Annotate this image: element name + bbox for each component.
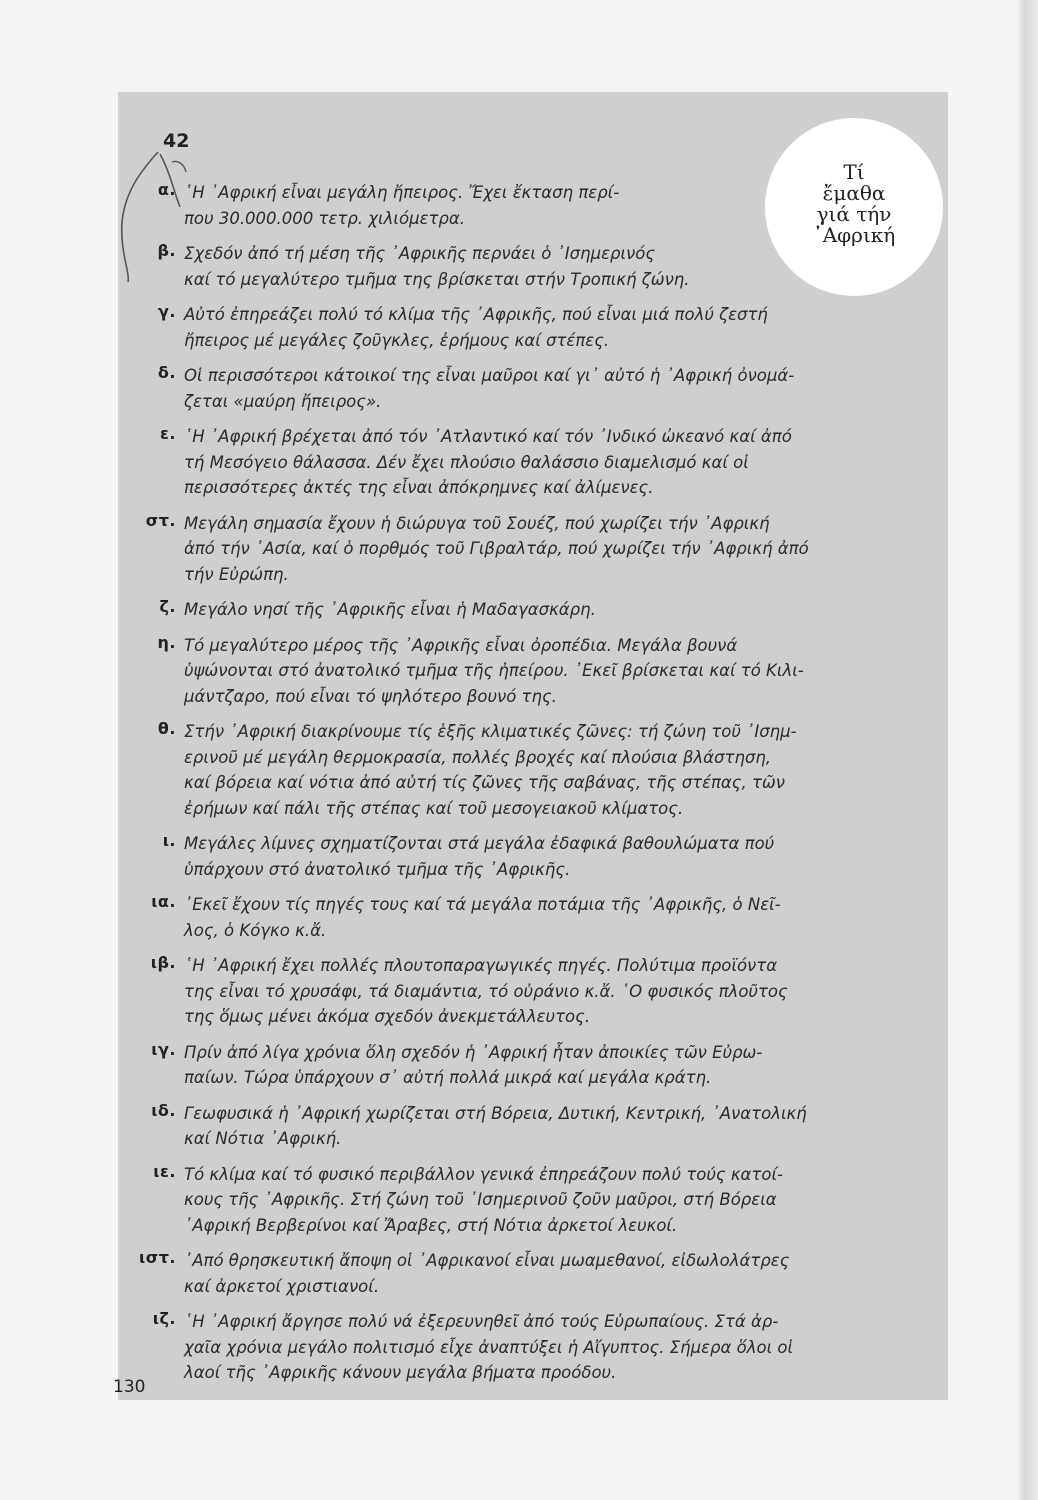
list-item xyxy=(136,1162,926,1239)
item-text: Μεγάλο νησί τῆς ᾽Αφρικῆς εἶναι ἡ Μαδαγασκάρη. xyxy=(184,600,596,619)
list-item xyxy=(136,633,926,710)
item-text: Πρίν ἀπό λίγα χρόνια ὅλη σχεδόν ἡ ᾽Αφρική ἦταν ἀποικίες τῶν Εὐρω- παίων. Τώρα ὑπάρχουν σ᾽ αὐτή πολλά μικρά καί μεγάλα κράτη. xyxy=(184,1042,763,1087)
list-item xyxy=(136,831,926,882)
item-letter: ιβ. xyxy=(150,953,176,972)
item-text: Οἱ περισσότεροι κάτοικοί της εἶναι μαῦροι καί γι᾽ αὐτό ἡ ᾽Αφρική ὀνομά- ζεται «μαύρη ἤπειρος». xyxy=(184,366,795,411)
item-text: ᾽Από θρησκευτική ἄποψη οἱ ᾽Αφρικανοί εἶναι μωαμεθανοί, εἰδωλολάτρες καί ἀρκετοί χριστιανοί. xyxy=(184,1251,790,1296)
item-letter: ιζ. xyxy=(152,1309,176,1328)
item-letter: ι. xyxy=(162,831,176,850)
item-letter: ιγ. xyxy=(151,1039,176,1059)
item-letter: γ. xyxy=(158,302,176,321)
list-item xyxy=(136,302,926,353)
circle-title-line: ᾽Αφρική xyxy=(812,223,896,247)
item-text: Στήν ᾽Αφρική διακρίνουμε τίς ἑξῆς κλιματικές ζῶνες: τή ζώνη τοῦ ᾽Ισημ- ερινοῦ μέ μεγάλη θερμοκρασία, πολλές βροχές καί πλούσια βλάστηση, καί βόρεια καί νότια ἀπό αὐτή τίς ζῶνες τῆς σαβάνας, τῆς στέπας, τῶν ἐρήμων καί πάλι τῆς στέπας καί τοῦ μεσογειακοῦ κλίματος. xyxy=(184,722,797,818)
item-letter: ιστ. xyxy=(139,1248,176,1267)
list-item xyxy=(136,241,926,292)
item-text: Τό μεγαλύτερο μέρος τῆς ᾽Αφρικῆς εἶναι ὀροπέδια. Μεγάλα βουνά ὑψώνονται στό ἀνατολικό τμῆμα τῆς ἠπείρου. ᾽Εκεῖ βρίσκεται καί τό Κιλι- μάντζαρο, πού εἶναι τό ψηλότερο βουνό της. xyxy=(184,635,804,706)
list-item xyxy=(136,719,926,821)
item-letter: στ. xyxy=(145,510,176,530)
item-letter: ιε. xyxy=(153,1161,176,1181)
item-letter: θ. xyxy=(157,719,176,738)
item-text: Σχεδόν ἀπό τή μέση τῆς ᾽Αφρικῆς περνάει ὁ ᾽Ισημερινός καί τό μεγαλύτερο τμῆμα της βρίσκεται στήν Τροπική ζώνη. xyxy=(184,244,690,289)
item-letter: ια. xyxy=(151,892,176,911)
item-text: ῾Η ᾽Αφρική βρέχεται ἀπό τόν ᾽Ατλαντικό καί τόν ᾽Ινδικό ὠκεανό καί ἀπό τή Μεσόγειο θάλασσα. Δέν ἔχει πλούσιο θαλάσσιο διαμελισμό καί οἱ περισσότερες ἀκτές της εἶναι ἀπόκρημνες καί ἀλίμενες. xyxy=(184,427,792,497)
item-letter: ζ. xyxy=(159,597,176,616)
page-number: 42 xyxy=(163,130,190,152)
item-text: Γεωφυσικά ἡ ᾽Αφρική χωρίζεται στή Βόρεια, Δυτική, Κεντρική, ᾽Ανατολική καί Νότια ᾽Αφρική. xyxy=(184,1103,807,1148)
item-letter: ιδ. xyxy=(151,1100,176,1120)
list-item xyxy=(136,597,926,623)
list-item xyxy=(136,1309,926,1386)
list-item xyxy=(136,1248,926,1299)
item-text: Μεγάλη σημασία ἔχουν ἡ διώρυγα τοῦ Σουέζ, πού χωρίζει τήν ᾽Αφρική ἀπό τήν ᾽Ασία, καί ὁ πορθμός τοῦ Γιβραλτάρ, πού χωρίζει τήν ᾽Αφρική ἀπό τήν Εὐρώπη. xyxy=(184,513,809,584)
item-letter: α. xyxy=(157,180,176,199)
list-item xyxy=(136,892,926,943)
list-item xyxy=(136,953,926,1030)
item-letter: β. xyxy=(157,241,176,260)
item-text: Τό κλίμα καί τό φυσικό περιβάλλον γενικά ἐπηρεάζουν πολύ τούς κατοί- κους τῆς ᾽Αφρικῆς. Στή ζώνη τοῦ ᾽Ισημερινοῦ ζοῦν μαῦροι, στή Βόρεια ᾽Αφρική Βερβερίνοι καί Ἄραβες, στή Νότια ἀρκετοί λευκοί. xyxy=(184,1164,783,1235)
page-edge-shadow xyxy=(1016,0,1038,1500)
list-item xyxy=(136,424,926,501)
circle-title-line: ἔμαθα xyxy=(822,181,886,205)
item-text: ῾Η ᾽Αφρική ἔχει πολλές πλουτοπαραγωγικές πηγές. Πολύτιμα προϊόντα της εἶναι τό χρυσάφι, τά διαμάντια, τό οὐράνιο κ.ἄ. ῾Ο φυσικός πλοῦτος της ὅμως μένει ἀκόμα σχεδόν ἀνεκμετάλλευτος. xyxy=(184,956,788,1026)
summary-list xyxy=(136,180,926,1396)
list-item xyxy=(136,180,926,231)
list-item xyxy=(136,511,926,588)
list-item xyxy=(136,363,926,414)
item-letter: δ. xyxy=(157,363,176,382)
item-text: ῾Η ᾽Αφρική ἄργησε πολύ νά ἐξερευνηθεῖ ἀπό τούς Εὐρωπαίους. Στά ἀρ- χαῖα χρόνια μεγάλο πολιτισμό εἶχε ἀναπτύξει ἡ Αἴγυπτος. Σήμερα ὅλοι οἱ λαοί τῆς ᾽Αφρικῆς κάνουν μεγάλα βήματα προόδου. xyxy=(184,1312,794,1382)
circle-title-line: γιά τήν xyxy=(816,202,892,226)
item-text: ῾Η ᾽Αφρική εἶναι μεγάλη ἤπειρος. Ἔχει ἔκταση περί- που 30.000.000 τετρ. χιλιόμετρα. xyxy=(184,183,620,228)
footer-page-number: 130 xyxy=(113,1377,146,1397)
list-item xyxy=(136,1101,926,1152)
circle-title-line: Τί xyxy=(843,160,865,184)
item-letter: η. xyxy=(157,632,176,652)
item-text: ᾽Εκεῖ ἔχουν τίς πηγές τους καί τά μεγάλα ποτάμια τῆς ᾽Αφρικῆς, ὁ Νεῖ- λος, ὁ Κόγκο κ.ἄ. xyxy=(184,895,781,940)
item-text: Αὐτό ἐπηρεάζει πολύ τό κλίμα τῆς ᾽Αφρικῆς, πού εἶναι μιά πολύ ζεστή ἤπειρος μέ μεγάλες ζοῦγκλες, ἐρήμους καί στέπες. xyxy=(184,305,768,350)
item-letter: ε. xyxy=(160,424,176,443)
item-text: Μεγάλες λίμνες σχηματίζονται στά μεγάλα ἐδαφικά βαθουλώματα πού ὑπάρχουν στό ἀνατολικό τμῆμα τῆς ᾽Αφρικῆς. xyxy=(184,834,775,879)
list-item xyxy=(136,1040,926,1091)
